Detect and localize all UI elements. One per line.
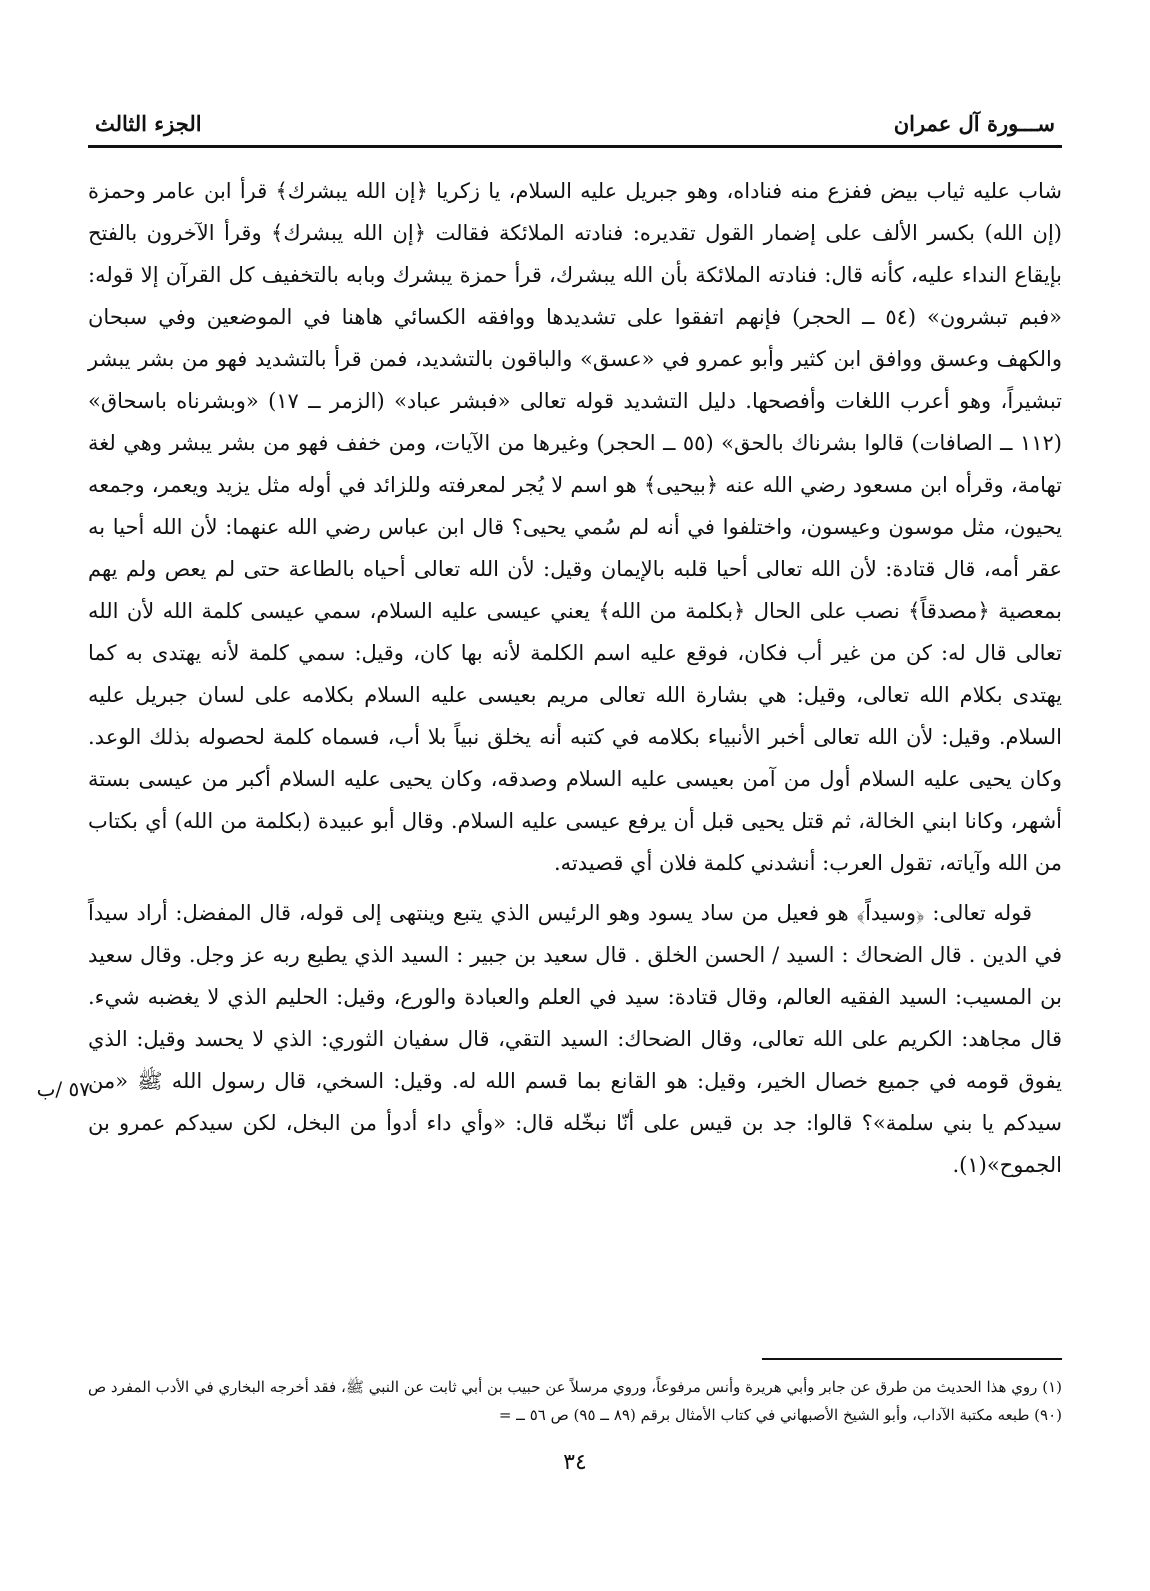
footnote-rule (762, 1358, 1062, 1360)
part-title: الجزء الثالث (95, 111, 202, 136)
paragraph-1: شاب عليه ثياب بيض ففزع منه فناداه، وهو جبريل عليه السلام، يا زكريا ﴿إن الله يبشرك﴾ قرأ ابن عامر وحمزة (إن الله) بكسر الألف على إضمار القول تقديره: فنادته الملائكة فقالت ﴿إن الله يبشرك﴾ وقرأ الآخرون بالفتح بإيقاع النداء عليه، كأنه قال: فنادته الملائكة بأن الله يبشرك، قرأ حمزة يبشرك وبابه بالتخفيف كل القرآن إلا قوله: «فبم تبشرون» (٥٤ ــ الحجر) فإنهم اتفقوا على تشديدها ووافقه الكسائي هاهنا في الموضعين وفي سبحان والكهف وعسق ووافق ابن كثير وأبو عمرو في «عسق» والباقون بالتشديد، فمن قرأ بالتشديد فهو من بشر يبشر تبشيراً، وهو أعرب اللغات وأفصحها. دليل التشديد قوله تعالى «فبشر عباد» (الزمر ــ ١٧) «وبشرناه باسحاق» (١١٢ ــ الصافات) قالوا بشرناك بالحق» (٥٥ ــ الحجر) وغيرها من الآيات، ومن خفف فهو من بشر يبشر وهي لغة تهامة، وقرأه ابن مسعود رضي الله عنه ﴿بيحيى﴾ هو اسم لا يُجر لمعرفته وللزائد في أوله مثل يزيد ويعمر، وجمعه يحيون، مثل موسون وعيسون، واختلفوا في أنه لم سُمي يحيى؟ قال ابن عباس رضي الله عنهما: لأن الله أحيا به عقر أمه، قال قتادة: لأن الله تعالى أحيا قلبه بالإيمان وقيل: لأن الله تعالى أحياه بالطاعة حتى لم يعص ولم يهم بمعصية ﴿مصدقاً﴾ نصب على الحال ﴿بكلمة من الله﴾ يعني عيسى عليه السلام، سمي عيسى كلمة الله لأن الله تعالى قال له: كن من غير أب فكان، فوقع عليه اسم الكلمة لأنه بها كان، وقيل: سمي كلمة لأنه يهتدى به كما يهتدى بكلام الله تعالى، وقيل: هي بشارة الله تعالى مريم بعيسى عليه السلام بكلامه على لسان جبريل عليه السلام. وقيل: لأن الله تعالى أخبر الأنبياء بكلامه في كتبه أنه يخلق نبياً بلا أب، فسماه كلمة لحصوله بذلك الوعد. وكان يحيى عليه السلام أول من آمن بعيسى عليه السلام وصدقه، وكان يحيى عليه السلام أكبر من عيسى بستة أشهر، وكانا ابني الخالة، ثم قتل يحيى قبل أن يرفع عيسى عليه السلام. وقال أبو عبيدة (بكلمة من الله) أي بكتاب من الله وآياته، تقول العرب: أنشدني كلمة فلان أي قصيدته. (88, 179, 1062, 875)
main-text (88, 170, 1062, 1186)
running-header (95, 105, 1055, 145)
header-rule (88, 145, 1062, 148)
manuscript-folio-note: ٥٧ /ب (36, 1077, 90, 1101)
paragraph-2: قوله تعالى: ﴿وسيداً﴾ هو فعيل من ساد يسود وهو الرئيس الذي يتبع وينتهى إلى قوله، قال المفضل: أراد سيداً في الدين . قال الضحاك : السيد / الحسن الخلق . قال سعيد بن جبير : السيد الذي يطيع ربه عز وجل. وقال سعيد بن المسيب: السيد الفقيه العالم، وقال قتادة: سيد في العلم والعبادة والورع، وقيل: الحليم الذي لا يغضبه شيء. قال مجاهد: الكريم على الله تعالى، وقال الضحاك: السيد التقي، قال سفيان الثوري: الذي لا يحسد وقيل: الذي يفوق قومه في جميع خصال الخير، وقيل: هو القانع بما قسم الله له. وقيل: السخي، قال رسول الله ﷺ «من سيدكم يا بني سلمة»؟ قالوا: جد بن قيس على أنّا نبخّله قال: «وأي داء أدوأ من البخل، لكن سيدكم عمرو بن الجموح»(١). (88, 901, 1062, 1177)
footnote-1: (١) روي هذا الحديث من طرق عن جابر وأبي هريرة وأنس مرفوعاً، وروي مرسلاً عن حبيب بن أبي ثابت عن النبي ﷺ، فقد أخرجه البخاري في الأدب المفرد ص (٩٠) طبعه مكتبة الآداب، وأبو الشيخ الأصبهاني في كتاب الأمثال برقم (٨٩ ــ ٩٥) ص ٥٦ ــ = (88, 1378, 1062, 1424)
surah-title: ســـورة آل عمران (893, 111, 1055, 136)
footnote (88, 1373, 1062, 1429)
page-number: ٣٤ (563, 1450, 587, 1475)
